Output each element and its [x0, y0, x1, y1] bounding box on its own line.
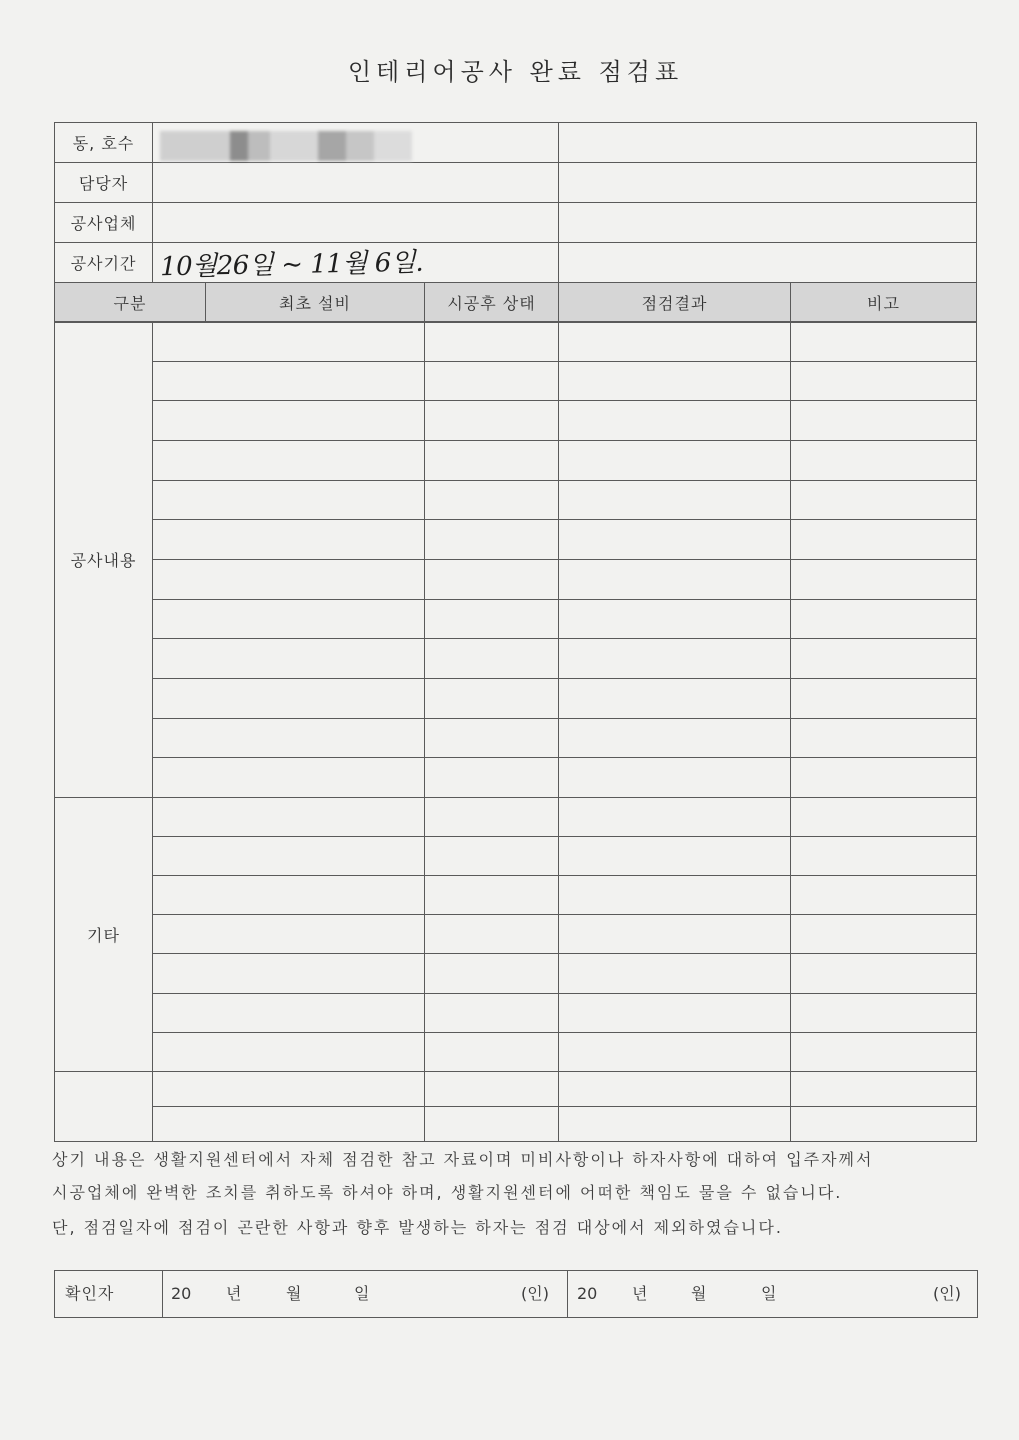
- remarks-cell: [791, 322, 977, 362]
- seal-mark: (인): [521, 1284, 549, 1303]
- table-row: [55, 480, 977, 520]
- after-construction-cell: [425, 718, 559, 758]
- confirmation-date-1: [163, 1271, 568, 1317]
- after-construction-cell: [425, 1032, 559, 1071]
- form-title: 인테리어공사 완료 점검표: [347, 58, 684, 86]
- after-construction-cell: [425, 322, 559, 362]
- inspection-result-cell: [559, 361, 791, 401]
- table-row: [55, 1071, 977, 1106]
- contractor-extra-cell: [559, 203, 977, 243]
- table-row: [55, 361, 977, 401]
- table-row: [55, 440, 977, 480]
- remarks-cell: [791, 915, 977, 954]
- after-construction-cell: [425, 480, 559, 520]
- original-equipment-cell: [153, 401, 425, 441]
- remarks-cell: [791, 559, 977, 599]
- table-row: [55, 718, 977, 758]
- info-row-contractor: [55, 203, 977, 243]
- remarks-cell: [791, 678, 977, 718]
- header-inspection-result: 점검결과: [559, 283, 791, 323]
- month-unit: 월: [691, 1284, 707, 1303]
- remarks-cell: [791, 401, 977, 441]
- inspection-result-cell: [559, 599, 791, 639]
- notice-line-3: 단, 점검일자에 점검이 곤란한 사항과 향후 발생하는 하자는 점검 대상에서 제외하였습니다.: [52, 1218, 783, 1237]
- original-equipment-cell: [153, 440, 425, 480]
- header-original-equipment: 최초 설비: [206, 283, 425, 323]
- unit-number-extra-cell: [559, 123, 977, 163]
- inspection-result-cell: [559, 718, 791, 758]
- year-prefix: 20: [577, 1284, 598, 1303]
- construction-period-extra-cell: [559, 243, 977, 283]
- after-construction-cell: [425, 1071, 559, 1106]
- inspection-result-cell: [559, 520, 791, 560]
- year-prefix: 20: [171, 1284, 192, 1303]
- construction-period-label: 공사기간: [55, 243, 153, 283]
- inspection-result-cell: [559, 876, 791, 915]
- day-unit: 일: [761, 1284, 777, 1303]
- inspection-result-cell: [559, 440, 791, 480]
- original-equipment-cell: [153, 993, 425, 1032]
- remarks-cell: [791, 954, 977, 993]
- contractor-label: 공사업체: [55, 203, 153, 243]
- inspection-result-cell: [559, 758, 791, 798]
- table-row: [55, 678, 977, 718]
- table-row: [55, 520, 977, 560]
- remarks-cell: [791, 797, 977, 836]
- remarks-cell: [791, 520, 977, 560]
- original-equipment-cell: [153, 837, 425, 876]
- unit-number-label: 동, 호수: [55, 123, 153, 163]
- remarks-cell: [791, 480, 977, 520]
- original-equipment-cell: [153, 718, 425, 758]
- table-row: [55, 758, 977, 798]
- inspection-result-cell: [559, 797, 791, 836]
- after-construction-cell: [425, 797, 559, 836]
- remarks-cell: [791, 1106, 977, 1141]
- remarks-cell: [791, 440, 977, 480]
- after-construction-cell: [425, 599, 559, 639]
- remarks-cell: [791, 1071, 977, 1106]
- manager-value: [153, 163, 559, 203]
- year-unit: 년: [632, 1284, 648, 1303]
- after-construction-cell: [425, 678, 559, 718]
- header-category: 구분: [55, 283, 206, 323]
- after-construction-cell: [425, 876, 559, 915]
- section-construction-label: 공사내용: [55, 322, 153, 798]
- original-equipment-cell: [153, 559, 425, 599]
- seal-mark: (인): [933, 1284, 961, 1303]
- remarks-cell: [791, 361, 977, 401]
- remarks-cell: [791, 837, 977, 876]
- remarks-cell: [791, 993, 977, 1032]
- original-equipment-cell: [153, 599, 425, 639]
- inspection-result-cell: [559, 401, 791, 441]
- manager-label: 담당자: [55, 163, 153, 203]
- after-construction-cell: [425, 520, 559, 560]
- checklist-body: [54, 321, 977, 1142]
- original-equipment-cell: [153, 322, 425, 362]
- original-equipment-cell: [153, 480, 425, 520]
- remarks-cell: [791, 1032, 977, 1071]
- notice-line-1: 상기 내용은 생활지원센터에서 자체 점검한 참고 자료이며 미비사항이나 하자사항에 대하여 입주자께서: [52, 1150, 874, 1169]
- original-equipment-cell: [153, 954, 425, 993]
- after-construction-cell: [425, 401, 559, 441]
- inspection-result-cell: [559, 915, 791, 954]
- notice-line-2: 시공업체에 완벽한 조치를 취하도록 하셔야 하며, 생활지원센터에 어떠한 책임도 물을 수 없습니다.: [52, 1183, 843, 1202]
- table-row: [55, 993, 977, 1032]
- redacted-unit-number: [160, 127, 412, 163]
- original-equipment-cell: [153, 639, 425, 679]
- header-remarks: 비고: [791, 283, 977, 323]
- after-construction-cell: [425, 758, 559, 798]
- inspection-result-cell: [559, 954, 791, 993]
- confirmer-label: 확인자: [55, 1271, 163, 1317]
- year-unit: 년: [226, 1284, 242, 1303]
- inspection-result-cell: [559, 559, 791, 599]
- inspection-result-cell: [559, 639, 791, 679]
- original-equipment-cell: [153, 915, 425, 954]
- after-construction-cell: [425, 1106, 559, 1141]
- inspection-result-cell: [559, 678, 791, 718]
- confirmation-date-2: [567, 1271, 977, 1317]
- table-row: [55, 322, 977, 362]
- after-construction-cell: [425, 440, 559, 480]
- after-construction-cell: [425, 639, 559, 679]
- section-blank-label: [55, 1071, 153, 1141]
- original-equipment-cell: [153, 758, 425, 798]
- after-construction-cell: [425, 915, 559, 954]
- day-unit: 일: [354, 1284, 370, 1303]
- original-equipment-cell: [153, 1032, 425, 1071]
- after-construction-cell: [425, 559, 559, 599]
- inspection-result-cell: [559, 322, 791, 362]
- table-row: [55, 876, 977, 915]
- contractor-value: [153, 203, 559, 243]
- original-equipment-cell: [153, 678, 425, 718]
- checklist-header: [54, 282, 977, 323]
- inspection-result-cell: [559, 993, 791, 1032]
- table-row: [55, 1032, 977, 1071]
- confirmation-box: [54, 1270, 978, 1318]
- original-equipment-cell: [153, 797, 425, 836]
- table-row: [55, 1106, 977, 1141]
- after-construction-cell: [425, 954, 559, 993]
- remarks-cell: [791, 876, 977, 915]
- remarks-cell: [791, 758, 977, 798]
- after-construction-cell: [425, 993, 559, 1032]
- header-after-construction: 시공후 상태: [425, 283, 559, 323]
- remarks-cell: [791, 639, 977, 679]
- original-equipment-cell: [153, 1071, 425, 1106]
- after-construction-cell: [425, 837, 559, 876]
- header-row: [55, 283, 977, 323]
- original-equipment-cell: [153, 361, 425, 401]
- inspection-result-cell: [559, 1071, 791, 1106]
- table-row: [55, 797, 977, 836]
- month-unit: 월: [286, 1284, 302, 1303]
- table-row: [55, 599, 977, 639]
- checklist-rows: [55, 322, 977, 1142]
- table-row: [55, 401, 977, 441]
- original-equipment-cell: [153, 876, 425, 915]
- table-row: [55, 915, 977, 954]
- remarks-cell: [791, 718, 977, 758]
- info-row-manager: [55, 163, 977, 203]
- table-row: [55, 837, 977, 876]
- after-construction-cell: [425, 361, 559, 401]
- handwritten-construction-period: 10월26일 ~ 11월 6일.: [159, 247, 424, 283]
- section-other-label: 기타: [55, 797, 153, 1071]
- inspection-result-cell: [559, 1106, 791, 1141]
- table-row: [55, 559, 977, 599]
- table-row: [55, 954, 977, 993]
- inspection-result-cell: [559, 480, 791, 520]
- remarks-cell: [791, 599, 977, 639]
- inspection-result-cell: [559, 837, 791, 876]
- inspection-result-cell: [559, 1032, 791, 1071]
- original-equipment-cell: [153, 520, 425, 560]
- manager-extra-cell: [559, 163, 977, 203]
- table-row: [55, 639, 977, 679]
- original-equipment-cell: [153, 1106, 425, 1141]
